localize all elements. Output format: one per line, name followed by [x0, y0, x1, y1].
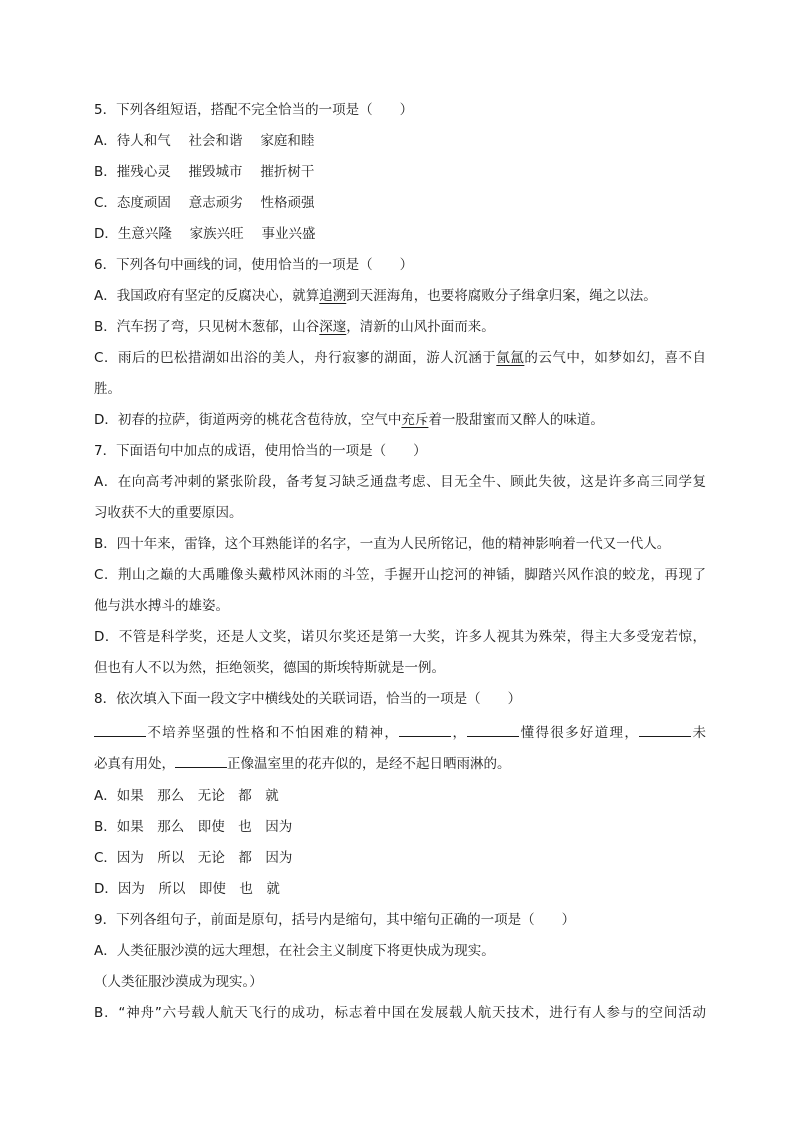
q6-option-d [94, 410, 706, 430]
q5-option-a: A．待人和气 社会和谐 家庭和睦 [94, 133, 315, 149]
text: 正像温室里的花卉似的，是经不起日晒雨淋的。 [227, 756, 511, 772]
text: C．雨后的巴松措湖如出浴的美人，舟行寂寥的湖面，游人沉涵于 [94, 350, 497, 366]
text: 未 [691, 725, 707, 741]
q5-option-c: C．态度顽固 意志顽劣 性格顽强 [94, 195, 315, 211]
answer-blank [175, 753, 227, 768]
q5-option-d: D．生意兴隆 家族兴旺 事业兴盛 [94, 226, 316, 242]
text: 不培养坚强的性格和不怕困难的精神， [146, 725, 400, 741]
q6-stem: 6．下列各句中画线的词，使用恰当的一项是（ ） [94, 257, 414, 273]
text: D．初春的拉萨，街道两旁的桃花含苞待放，空气中 [94, 412, 402, 428]
underlined-word: 氤氲 [496, 350, 525, 366]
q9-stem: 9．下列各组句子，前面是原句，括号内是缩句，其中缩句正确的一项是（ ） [94, 912, 576, 928]
q8-passage-line2 [94, 753, 706, 774]
q6-option-c [94, 348, 706, 368]
text: ， [451, 725, 468, 741]
q7-option-c-cont: 他与洪水搏斗的雄姿。 [94, 598, 229, 614]
text: B．汽车拐了弯，只见树木葱郁，山谷 [94, 319, 320, 335]
q6-option-a [94, 286, 706, 306]
answer-blank [399, 722, 451, 737]
underlined-word: 深邃 [319, 319, 347, 335]
q7-option-c: C．荆山之巅的大禹雕像头戴栉风沐雨的斗笠，手握开山挖河的神锸，脚踏兴风作浪的蛟龙，再现了 [94, 567, 706, 583]
q7-option-a: A．在向高考冲刺的紧张阶段，备考复习缺乏通盘考虑、目无全牛、顾此失彼，这是许多高三同学复 [94, 474, 706, 490]
q8-option-d: D．因为 所以 即使 也 就 [94, 881, 280, 897]
text: 到天涯海角，也要将腐败分子缉拿归案，绳之以法。 [346, 288, 657, 304]
q5-option-b: B．摧残心灵 摧毁城市 摧折树干 [94, 164, 315, 180]
text: 懂得很多好道理， [519, 725, 640, 741]
answer-blank [467, 722, 519, 737]
q7-option-d-cont: 但也有人不以为然，拒绝领奖，德国的斯埃特斯就是一例。 [94, 660, 445, 676]
q7-option-b: B．四十年来，雷锋，这个耳熟能详的名字，一直为人民所铭记，他的精神影响着一代又一代人。 [94, 536, 671, 552]
q8-stem: 8．依次填入下面一段文字中横线处的关联词语，恰当的一项是（ ） [94, 691, 522, 707]
q6-option-b [94, 317, 706, 337]
q6-option-c-cont: 胜。 [94, 381, 121, 397]
q8-passage-line1 [94, 722, 706, 743]
q9-option-a: A．人类征服沙漠的远大理想，在社会主义制度下将更快成为现实。 [94, 943, 495, 959]
q8-option-b: B．如果 那么 即使 也 因为 [94, 819, 293, 835]
q5-stem: 5．下列各组短语，搭配不完全恰当的一项是（ ） [94, 102, 414, 118]
text: 的云气中，如梦如幻，喜不自 [524, 350, 707, 366]
underlined-word: 追溯 [319, 288, 347, 304]
text: 着一股甜蜜而又醉人的味道。 [428, 412, 604, 428]
q7-stem: 7．下面语句中加点的成语，使用恰当的一项是（ ） [94, 443, 427, 459]
q8-option-a: A．如果 那么 无论 都 就 [94, 788, 279, 804]
q9-option-a-short: （人类征服沙漠成为现实。） [94, 974, 263, 990]
q9-option-b: B．“神舟”六号载人航天飞行的成功，标志着中国在发展载人航天技术，进行有人参与的空间活动 [94, 1005, 706, 1021]
answer-blank [94, 722, 146, 737]
text: 必真有用处， [94, 756, 175, 772]
text: ，清新的山风扑面而来。 [346, 319, 495, 335]
text: A．我国政府有坚定的反腐决心，就算 [94, 288, 320, 304]
q7-option-d: D．不管是科学奖，还是人文奖，诺贝尔奖还是第一大奖，许多人视其为殊荣，得主大多受宠若惊， [94, 629, 706, 645]
q8-option-c: C．因为 所以 无论 都 因为 [94, 850, 293, 866]
underlined-word: 充斥 [401, 412, 429, 428]
answer-blank [639, 722, 691, 737]
q7-option-a-cont: 习收获不大的重要原因。 [94, 505, 243, 521]
